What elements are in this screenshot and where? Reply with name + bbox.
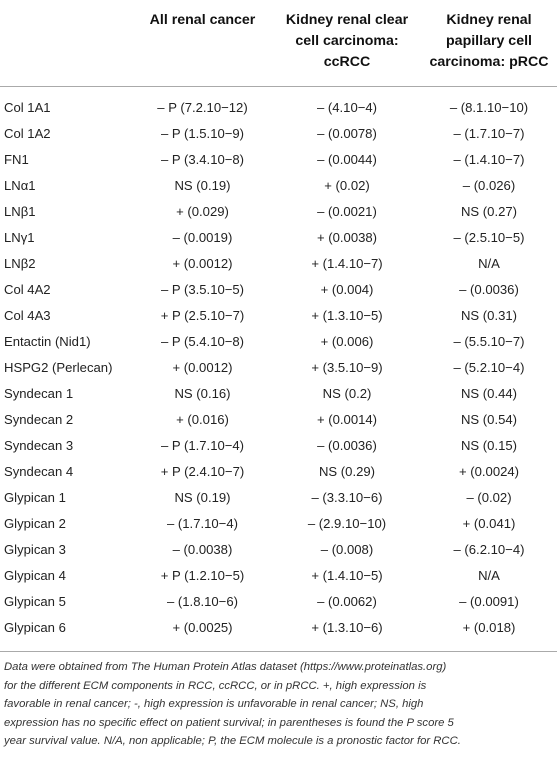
header-line: ccRCC	[323, 54, 371, 70]
row-label: LNβ1	[4, 204, 36, 219]
cell-ccrcc: + (0.004)	[320, 282, 374, 297]
cell-ccrcc: – (0.008)	[320, 542, 374, 557]
cell-all-renal-cancer: + P (2.5.10−7)	[160, 308, 245, 323]
row-label: Entactin (Nid1)	[4, 334, 91, 349]
cell-ccrcc: – (2.9.10−10)	[307, 516, 387, 531]
cell-prcc: NS (0.44)	[460, 386, 518, 401]
cell-prcc: – (5.5.10−7)	[453, 334, 525, 349]
cell-prcc: + (0.041)	[462, 516, 516, 531]
cell-prcc: NS (0.31)	[460, 308, 518, 323]
cell-all-renal-cancer: – P (5.4.10−8)	[160, 334, 245, 349]
cell-all-renal-cancer: NS (0.16)	[174, 386, 231, 401]
cell-all-renal-cancer: NS (0.19)	[174, 178, 231, 193]
table-footnote	[4, 658, 554, 751]
table-row	[0, 277, 557, 303]
cell-ccrcc: + (1.4.10−5)	[311, 568, 383, 583]
cell-all-renal-cancer: – (1.8.10−6)	[167, 594, 238, 609]
row-label: Syndecan 1	[4, 386, 74, 401]
cell-all-renal-cancer: + (0.0012)	[172, 360, 233, 375]
row-label: Col 4A2	[4, 282, 51, 297]
cell-all-renal-cancer: + (0.0025)	[172, 620, 233, 635]
cell-all-renal-cancer: – P (1.5.10−9)	[160, 126, 245, 141]
cell-all-renal-cancer: – P (3.4.10−8)	[160, 152, 245, 167]
row-label: Syndecan 2	[4, 412, 74, 427]
cell-prcc: N/A	[478, 256, 500, 271]
cell-all-renal-cancer: + (0.0012)	[172, 256, 233, 271]
row-label: Syndecan 4	[4, 464, 74, 479]
table-row	[0, 381, 557, 407]
cell-all-renal-cancer: + P (2.4.10−7)	[160, 464, 245, 479]
cell-prcc: – (6.2.10−4)	[453, 542, 525, 557]
footer-divider	[0, 651, 557, 652]
cell-ccrcc: + (1.4.10−7)	[311, 256, 383, 271]
table-row	[0, 147, 557, 173]
row-label: HSPG2 (Perlecan)	[4, 360, 113, 375]
row-label: Col 1A2	[4, 126, 51, 141]
row-label: LNβ2	[4, 256, 36, 271]
cell-ccrcc: – (4.10−4)	[316, 100, 378, 115]
column-header-ccrcc	[273, 10, 421, 73]
cell-prcc: – (5.2.10−4)	[453, 360, 525, 375]
cell-ccrcc: + (1.3.10−5)	[311, 308, 383, 323]
cell-ccrcc: – (0.0062)	[317, 594, 377, 609]
table-row	[0, 329, 557, 355]
table-row	[0, 433, 557, 459]
table-row	[0, 459, 557, 485]
cell-prcc: – (0.0036)	[459, 282, 519, 297]
cell-prcc: – (1.4.10−7)	[453, 152, 525, 167]
header-line: All renal cancer	[149, 12, 256, 28]
table-row	[0, 303, 557, 329]
row-label: Glypican 2	[4, 516, 66, 531]
row-label: Glypican 3	[4, 542, 66, 557]
footnote-line: for the different ECM components in RCC, ccRCC, or in pRCC. +, high expression is	[4, 679, 427, 692]
cell-prcc: NS (0.27)	[460, 204, 518, 219]
header-line: papillary cell	[446, 33, 532, 49]
cell-prcc: N/A	[478, 568, 500, 583]
cell-ccrcc: – (0.0036)	[317, 438, 377, 453]
table-row	[0, 563, 557, 589]
cell-ccrcc: + (0.0014)	[316, 412, 378, 427]
cell-prcc: NS (0.54)	[460, 412, 518, 427]
header-line: Kidney renal clear	[285, 12, 409, 28]
cell-ccrcc: – (0.0078)	[317, 126, 377, 141]
row-label: LNα1	[4, 178, 36, 193]
cell-all-renal-cancer: – P (7.2.10−12)	[157, 100, 248, 115]
table-body	[0, 95, 557, 641]
row-label: LNγ1	[4, 230, 35, 245]
cell-ccrcc: + (0.0038)	[316, 230, 378, 245]
cell-all-renal-cancer: + P (1.2.10−5)	[160, 568, 245, 583]
table-row	[0, 199, 557, 225]
cell-ccrcc: – (3.3.10−6)	[311, 490, 383, 505]
table-row	[0, 173, 557, 199]
footnote-line: expression has no specific effect on patient survival; in parentheses is found the P score 5	[4, 716, 454, 729]
cell-all-renal-cancer: – (0.0038)	[172, 542, 233, 557]
header-line: cell carcinoma:	[295, 33, 399, 49]
cell-all-renal-cancer: – P (1.7.10−4)	[160, 438, 245, 453]
table-row	[0, 537, 557, 563]
cell-ccrcc: + (0.006)	[320, 334, 374, 349]
cell-prcc: – (0.0091)	[459, 594, 519, 609]
row-label: Col 1A1	[4, 100, 51, 115]
cell-all-renal-cancer: – (0.0019)	[172, 230, 233, 245]
cell-prcc: – (0.026)	[462, 178, 516, 193]
cell-ccrcc: NS (0.2)	[322, 386, 372, 401]
table-row	[0, 511, 557, 537]
cell-prcc: NS (0.15)	[460, 438, 518, 453]
cell-prcc: – (0.02)	[466, 490, 512, 505]
table-row	[0, 589, 557, 615]
cell-prcc: + (0.018)	[462, 620, 516, 635]
column-header-prcc	[421, 10, 557, 73]
cell-all-renal-cancer: NS (0.19)	[174, 490, 231, 505]
header-line: carcinoma: pRCC	[429, 54, 549, 70]
row-label: Glypican 5	[4, 594, 66, 609]
row-label: Glypican 1	[4, 490, 66, 505]
cell-ccrcc: + (0.02)	[324, 178, 370, 193]
table-row	[0, 121, 557, 147]
column-header-all-renal-cancer	[136, 10, 269, 31]
cell-prcc: – (1.7.10−7)	[453, 126, 525, 141]
cell-ccrcc: – (0.0021)	[317, 204, 377, 219]
table-row	[0, 355, 557, 381]
row-label: FN1	[4, 152, 29, 167]
header-divider	[0, 86, 557, 87]
cell-prcc: – (8.1.10−10)	[449, 100, 529, 115]
cell-prcc: + (0.0024)	[458, 464, 520, 479]
table-row	[0, 95, 557, 121]
table-row	[0, 225, 557, 251]
table-row	[0, 485, 557, 511]
table-header	[0, 0, 557, 86]
cell-ccrcc: + (1.3.10−6)	[311, 620, 383, 635]
table-row	[0, 407, 557, 433]
footnote-line: favorable in renal cancer; -, high expression is unfavorable in renal cancer; NS, high	[4, 698, 424, 710]
cell-ccrcc: + (3.5.10−9)	[311, 360, 383, 375]
footnote-line: Data were obtained from The Human Protein Atlas dataset (https://www.proteinatlas.org)	[4, 661, 447, 673]
header-line: Kidney renal	[446, 12, 532, 28]
cell-all-renal-cancer: + (0.016)	[176, 412, 229, 427]
row-label: Syndecan 3	[4, 438, 74, 453]
row-label: Glypican 4	[4, 568, 66, 583]
cell-prcc: – (2.5.10−5)	[453, 230, 525, 245]
row-label: Glypican 6	[4, 620, 66, 635]
row-label: Col 4A3	[4, 308, 51, 323]
cell-all-renal-cancer: + (0.029)	[176, 204, 229, 219]
cell-ccrcc: NS (0.29)	[318, 464, 376, 479]
cell-ccrcc: – (0.0044)	[317, 152, 377, 167]
footnote-line: year survival value. N/A, non applicable; P, the ECM molecule is a pronostic factor for RCC.	[4, 735, 461, 747]
cell-all-renal-cancer: – P (3.5.10−5)	[160, 282, 245, 297]
cell-all-renal-cancer: – (1.7.10−4)	[167, 516, 238, 531]
table-row	[0, 615, 557, 641]
table-row	[0, 251, 557, 277]
